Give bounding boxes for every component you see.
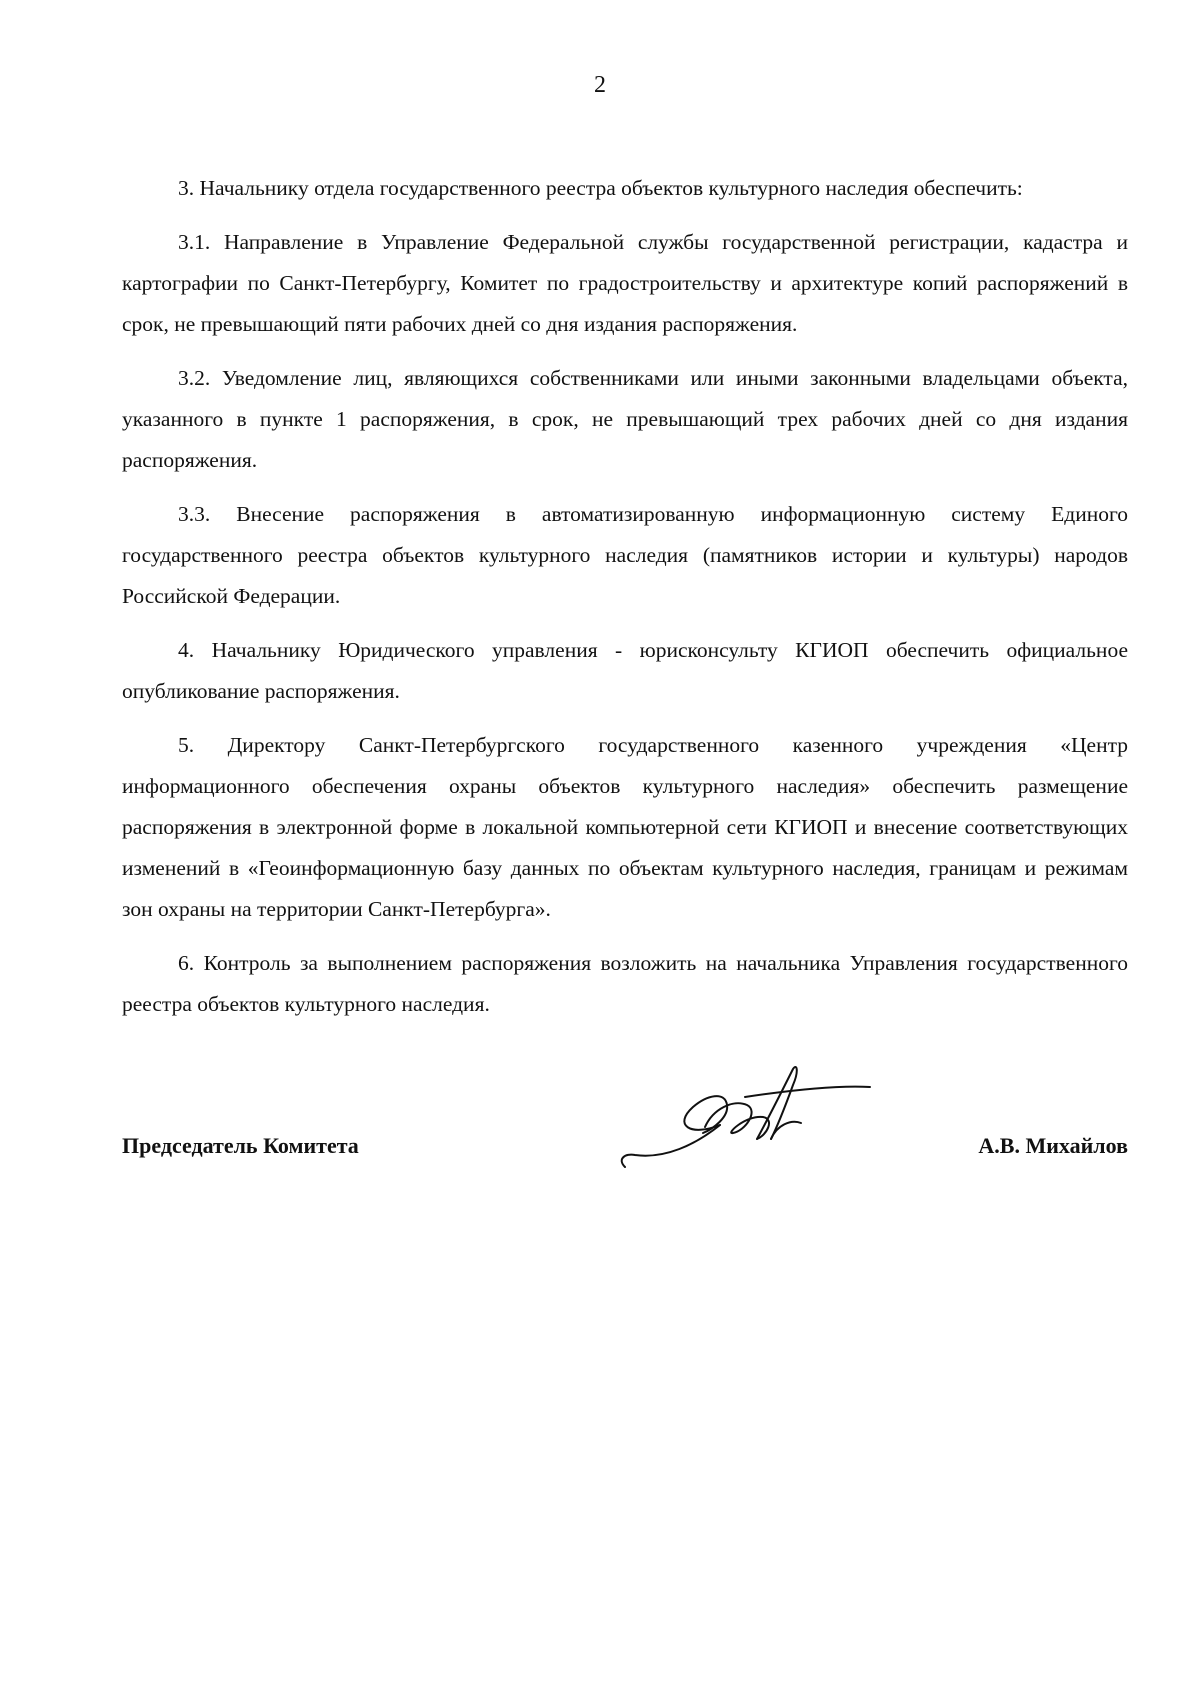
paragraph-6: 6. Контроль за выполнением распоряжения возложить на начальника Управления государственного реестра объектов культурного наследия. [122,951,1128,1016]
document-body [122,168,1128,1038]
handwritten-signature-icon [595,1055,875,1175]
signatory-name: А.В. Михайлов [978,1133,1128,1158]
paragraph-3: 3. Начальнику отдела государственного реестра объектов культурного наследия обеспечить: [178,176,1023,200]
paragraph-3-1: 3.1. Направление в Управление Федеральной службы государственной регистрации, кадастра и картографии по Санкт-Петербургу, Комитет по градостроительству и архитектуре копий распоряжений в срок, не превышающий пяти рабочих дней со дня издания распоряжения. [122,230,1128,336]
page-number: 2 [594,72,606,98]
paragraph-3-2: 3.2. Уведомление лиц, являющихся собственниками или иными законными владельцами объекта, указанного в пункте 1 распоряжения, в срок, не превышающий трех рабочих дней со дня издания распоряжения. [122,366,1128,472]
signatory-position: Председатель Комитета [122,1133,359,1158]
signature-block [122,1125,1128,1195]
paragraph-5: 5. Директору Санкт-Петербургского государственного казенного учреждения «Центр информационного обеспечения охраны объектов культурного наследия» обеспечить размещение распоряжения в электронной форме в локальной компьютерной сети КГИОП и внесение соответствующих изменений в «Геоинформационную базу данных по объектам культурного наследия, границам и режимам зон охраны на территории Санкт-Петербурга». [122,733,1128,921]
paragraph-4: 4. Начальнику Юридического управления - юрисконсульту КГИОП обеспечить официальное опубликование распоряжения. [122,638,1128,703]
paragraph-3-3: 3.3. Внесение распоряжения в автоматизированную информационную систему Единого государственного реестра объектов культурного наследия (памятников истории и культуры) народов Российской Федерации. [122,502,1128,608]
